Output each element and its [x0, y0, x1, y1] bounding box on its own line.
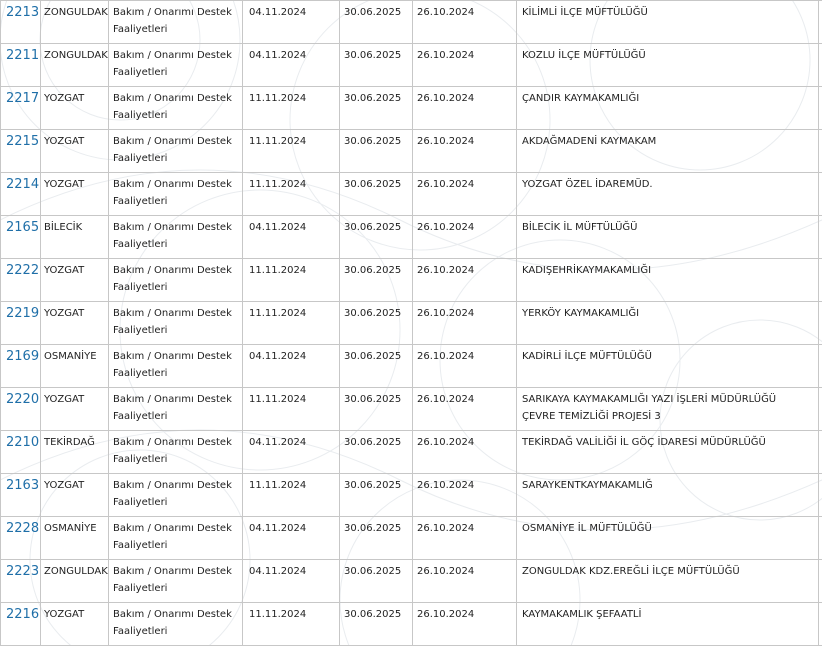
table-row [1, 474, 822, 517]
city-cell [41, 345, 109, 388]
date2-cell [340, 1, 413, 44]
institution-text: YOZGAT ÖZEL İDAREMÜD. [517, 173, 818, 193]
institution-text: ZONGULDAK KDZ.EREĞLİ İLÇE MÜFTÜLÜĞÜ [517, 560, 818, 580]
institution-text: KADIŞEHRİKAYMAKAMLIĞI [517, 259, 818, 279]
record-id-link[interactable]: 2220 [6, 392, 39, 407]
city-text: YOZGAT [41, 302, 108, 322]
trailing-cell [819, 259, 822, 302]
date3-text: 26.10.2024 [413, 560, 516, 580]
date1-text: 04.11.2024 [243, 431, 339, 451]
activity-cell [109, 474, 243, 517]
activity-cell [109, 431, 243, 474]
record-id-link[interactable]: 2214 [6, 177, 39, 192]
city-text: BİLECİK [41, 216, 108, 236]
table-row [1, 517, 822, 560]
date3-cell [413, 87, 517, 130]
activity-text: Bakım / Onarımı Destek Faaliyetleri [109, 560, 242, 597]
activity-text: Bakım / Onarımı Destek Faaliyetleri [109, 216, 242, 253]
institution-cell [517, 44, 819, 87]
table-row [1, 302, 822, 345]
activity-cell [109, 603, 243, 646]
activity-text: Bakım / Onarımı Destek Faaliyetleri [109, 474, 242, 511]
city-text: YOZGAT [41, 603, 108, 623]
city-text: TEKİRDAĞ [41, 431, 108, 451]
date3-cell [413, 517, 517, 560]
date3-cell [413, 216, 517, 259]
date3-text: 26.10.2024 [413, 130, 516, 150]
date1-text: 11.11.2024 [243, 302, 339, 322]
city-text: ZONGULDAK [41, 44, 108, 64]
date1-cell [243, 388, 340, 431]
trailing-cell [819, 216, 822, 259]
institution-text: OSMANİYE İL MÜFTÜLÜĞÜ [517, 517, 818, 537]
date3-cell [413, 130, 517, 173]
trailing-cell [819, 345, 822, 388]
date2-text: 30.06.2025 [340, 560, 412, 580]
trailing-cell [819, 517, 822, 560]
date3-cell [413, 388, 517, 431]
city-cell [41, 431, 109, 474]
institution-cell [517, 603, 819, 646]
institution-cell [517, 173, 819, 216]
date3-cell [413, 474, 517, 517]
date2-cell [340, 216, 413, 259]
date3-text: 26.10.2024 [413, 44, 516, 64]
record-id-cell [1, 259, 41, 302]
record-id-link[interactable]: 2213 [6, 5, 39, 20]
date2-cell [340, 345, 413, 388]
date1-cell [243, 1, 340, 44]
city-cell [41, 259, 109, 302]
activity-text: Bakım / Onarımı Destek Faaliyetleri [109, 302, 242, 339]
institution-text: SARIKAYA KAYMAKAMLIĞI YAZI İŞLERİ MÜDÜRLÜĞÜ ÇEVRE TEMİZLİĞİ PROJESİ 3 [517, 388, 818, 425]
trailing-cell [819, 560, 822, 603]
date1-cell [243, 603, 340, 646]
city-cell [41, 603, 109, 646]
date1-cell [243, 560, 340, 603]
date3-text: 26.10.2024 [413, 345, 516, 365]
date1-text: 04.11.2024 [243, 216, 339, 236]
table-row [1, 173, 822, 216]
institution-cell [517, 1, 819, 44]
city-text: OSMANİYE [41, 345, 108, 365]
date3-text: 26.10.2024 [413, 87, 516, 107]
trailing-cell [819, 431, 822, 474]
date1-cell [243, 517, 340, 560]
city-cell [41, 87, 109, 130]
activity-cell [109, 560, 243, 603]
date3-text: 26.10.2024 [413, 216, 516, 236]
date1-text: 04.11.2024 [243, 44, 339, 64]
date2-cell [340, 44, 413, 87]
date2-cell [340, 87, 413, 130]
date2-cell [340, 474, 413, 517]
record-id-link[interactable]: 2223 [6, 564, 39, 579]
institution-cell [517, 474, 819, 517]
date1-cell [243, 345, 340, 388]
date1-cell [243, 259, 340, 302]
date3-cell [413, 1, 517, 44]
record-id-cell [1, 302, 41, 345]
institution-text: KİLİMLİ İLÇE MÜFTÜLÜĞÜ [517, 1, 818, 21]
record-id-link[interactable]: 2211 [6, 48, 39, 63]
activity-text: Bakım / Onarımı Destek Faaliyetleri [109, 173, 242, 210]
activity-cell [109, 87, 243, 130]
trailing-cell [819, 1, 822, 44]
table-row [1, 130, 822, 173]
activity-cell [109, 345, 243, 388]
activity-text: Bakım / Onarımı Destek Faaliyetleri [109, 130, 242, 167]
date1-cell [243, 173, 340, 216]
date2-cell [340, 517, 413, 560]
activity-text: Bakım / Onarımı Destek Faaliyetleri [109, 259, 242, 296]
institution-text: AKDAĞMADENİ KAYMAKAM [517, 130, 818, 150]
institution-text: TEKİRDAĞ VALİLİĞİ İL GÖÇ İDARESİ MÜDÜRLÜĞÜ [517, 431, 818, 451]
record-id-cell [1, 44, 41, 87]
city-cell [41, 474, 109, 517]
trailing-cell [819, 388, 822, 431]
activity-text: Bakım / Onarımı Destek Faaliyetleri [109, 87, 242, 124]
table-row [1, 388, 822, 431]
activity-cell [109, 173, 243, 216]
institution-text: SARAYKENTKAYMAKAMLIĞ [517, 474, 818, 494]
activity-cell [109, 216, 243, 259]
city-cell [41, 216, 109, 259]
record-id-link[interactable]: 2222 [6, 263, 39, 278]
record-id-cell [1, 388, 41, 431]
date3-cell [413, 560, 517, 603]
date1-cell [243, 431, 340, 474]
activity-text: Bakım / Onarımı Destek Faaliyetleri [109, 388, 242, 425]
table-row [1, 560, 822, 603]
city-text: YOZGAT [41, 130, 108, 150]
date1-cell [243, 302, 340, 345]
date2-text: 30.06.2025 [340, 603, 412, 623]
date3-cell [413, 345, 517, 388]
record-id-cell [1, 474, 41, 517]
city-text: YOZGAT [41, 173, 108, 193]
date2-cell [340, 431, 413, 474]
activity-text: Bakım / Onarımı Destek Faaliyetleri [109, 517, 242, 554]
institution-cell [517, 388, 819, 431]
record-id-cell [1, 431, 41, 474]
city-cell [41, 44, 109, 87]
institution-cell [517, 130, 819, 173]
date1-cell [243, 216, 340, 259]
table-row [1, 431, 822, 474]
institution-cell [517, 431, 819, 474]
city-text: YOZGAT [41, 388, 108, 408]
date3-text: 26.10.2024 [413, 1, 516, 21]
record-id-cell [1, 603, 41, 646]
date1-cell [243, 474, 340, 517]
institution-cell [517, 87, 819, 130]
date1-cell [243, 130, 340, 173]
city-cell [41, 173, 109, 216]
date1-cell [243, 44, 340, 87]
date2-text: 30.06.2025 [340, 388, 412, 408]
date1-text: 04.11.2024 [243, 345, 339, 365]
date1-text: 11.11.2024 [243, 130, 339, 150]
city-cell [41, 517, 109, 560]
activity-cell [109, 302, 243, 345]
record-id-link[interactable]: 2163 [6, 478, 39, 493]
date1-text: 11.11.2024 [243, 474, 339, 494]
date1-text: 11.11.2024 [243, 259, 339, 279]
city-text: YOZGAT [41, 259, 108, 279]
table-row [1, 87, 822, 130]
city-cell [41, 388, 109, 431]
trailing-cell [819, 302, 822, 345]
institution-text: KADİRLİ İLÇE MÜFTÜLÜĞÜ [517, 345, 818, 365]
record-id-cell [1, 517, 41, 560]
date2-text: 30.06.2025 [340, 87, 412, 107]
date2-cell [340, 603, 413, 646]
activity-text: Bakım / Onarımı Destek Faaliyetleri [109, 431, 242, 468]
date3-cell [413, 302, 517, 345]
date2-text: 30.06.2025 [340, 259, 412, 279]
institution-text: KAYMAKAMLIK ŞEFAATLİ [517, 603, 818, 623]
date3-text: 26.10.2024 [413, 431, 516, 451]
activity-text: Bakım / Onarımı Destek Faaliyetleri [109, 44, 242, 81]
institution-cell [517, 560, 819, 603]
date2-text: 30.06.2025 [340, 44, 412, 64]
activity-cell [109, 388, 243, 431]
date1-text: 11.11.2024 [243, 87, 339, 107]
table-row [1, 345, 822, 388]
institution-text: YERKÖY KAYMAKAMLIĞI [517, 302, 818, 322]
institution-cell [517, 345, 819, 388]
date2-cell [340, 173, 413, 216]
record-id-cell [1, 1, 41, 44]
date2-cell [340, 259, 413, 302]
date2-text: 30.06.2025 [340, 302, 412, 322]
record-id-cell [1, 130, 41, 173]
date3-cell [413, 431, 517, 474]
record-id-link[interactable]: 2169 [6, 349, 39, 364]
record-id-cell [1, 173, 41, 216]
activity-cell [109, 517, 243, 560]
date2-text: 30.06.2025 [340, 130, 412, 150]
institution-cell [517, 259, 819, 302]
table-row [1, 259, 822, 302]
record-id-link[interactable]: 2228 [6, 521, 39, 536]
date2-cell [340, 388, 413, 431]
table-row [1, 603, 822, 646]
record-id-link[interactable]: 2165 [6, 220, 39, 235]
records-table-body [1, 1, 822, 646]
record-id-cell [1, 560, 41, 603]
trailing-cell [819, 603, 822, 646]
record-id-cell [1, 345, 41, 388]
date3-cell [413, 259, 517, 302]
date3-text: 26.10.2024 [413, 259, 516, 279]
city-cell [41, 560, 109, 603]
record-id-cell [1, 216, 41, 259]
date2-cell [340, 130, 413, 173]
trailing-cell [819, 173, 822, 216]
city-text: YOZGAT [41, 474, 108, 494]
date3-text: 26.10.2024 [413, 517, 516, 537]
trailing-cell [819, 87, 822, 130]
table-row [1, 1, 822, 44]
activity-text: Bakım / Onarımı Destek Faaliyetleri [109, 603, 242, 640]
city-cell [41, 302, 109, 345]
date2-text: 30.06.2025 [340, 173, 412, 193]
date2-text: 30.06.2025 [340, 517, 412, 537]
date3-cell [413, 603, 517, 646]
institution-text: BİLECİK İL MÜFTÜLÜĞÜ [517, 216, 818, 236]
institution-cell [517, 517, 819, 560]
date2-text: 30.06.2025 [340, 216, 412, 236]
activity-cell [109, 259, 243, 302]
city-cell [41, 130, 109, 173]
date1-text: 11.11.2024 [243, 173, 339, 193]
activity-cell [109, 1, 243, 44]
date2-cell [340, 302, 413, 345]
date3-text: 26.10.2024 [413, 388, 516, 408]
record-id-link[interactable]: 2216 [6, 607, 39, 622]
record-id-link[interactable]: 2215 [6, 134, 39, 149]
date3-cell [413, 173, 517, 216]
table-row [1, 44, 822, 87]
record-id-cell [1, 87, 41, 130]
trailing-cell [819, 44, 822, 87]
date3-text: 26.10.2024 [413, 173, 516, 193]
date1-text: 04.11.2024 [243, 560, 339, 580]
date1-text: 04.11.2024 [243, 1, 339, 21]
record-id-link[interactable]: 2217 [6, 91, 39, 106]
date2-cell [340, 560, 413, 603]
date3-text: 26.10.2024 [413, 603, 516, 623]
date3-text: 26.10.2024 [413, 302, 516, 322]
city-cell [41, 1, 109, 44]
city-text: ZONGULDAK [41, 560, 108, 580]
date3-text: 26.10.2024 [413, 474, 516, 494]
date2-text: 30.06.2025 [340, 345, 412, 365]
date1-text: 11.11.2024 [243, 603, 339, 623]
activity-text: Bakım / Onarımı Destek Faaliyetleri [109, 345, 242, 382]
date2-text: 30.06.2025 [340, 431, 412, 451]
activity-text: Bakım / Onarımı Destek Faaliyetleri [109, 1, 242, 38]
city-text: ZONGULDAK [41, 1, 108, 21]
table-row [1, 216, 822, 259]
institution-text: ÇANDIR KAYMAKAMLIĞI [517, 87, 818, 107]
institution-cell [517, 302, 819, 345]
date2-text: 30.06.2025 [340, 1, 412, 21]
record-id-link[interactable]: 2219 [6, 306, 39, 321]
date3-cell [413, 44, 517, 87]
date1-cell [243, 87, 340, 130]
date2-text: 30.06.2025 [340, 474, 412, 494]
institution-text: KOZLU İLÇE MÜFTÜLÜĞÜ [517, 44, 818, 64]
activity-cell [109, 44, 243, 87]
record-id-link[interactable]: 2210 [6, 435, 39, 450]
city-text: OSMANİYE [41, 517, 108, 537]
activity-cell [109, 130, 243, 173]
date1-text: 04.11.2024 [243, 517, 339, 537]
date1-text: 11.11.2024 [243, 388, 339, 408]
trailing-cell [819, 130, 822, 173]
city-text: YOZGAT [41, 87, 108, 107]
institution-cell [517, 216, 819, 259]
trailing-cell [819, 474, 822, 517]
